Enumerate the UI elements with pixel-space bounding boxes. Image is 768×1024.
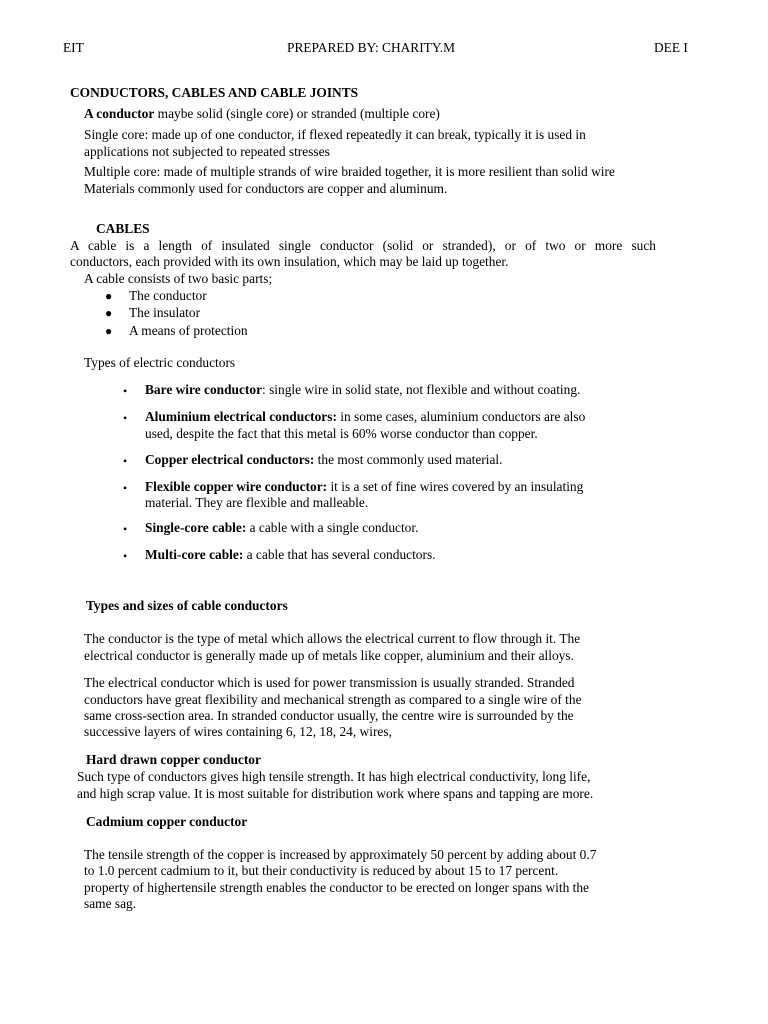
conductor-desc: maybe solid (single core) or stranded (multiple core) (154, 106, 440, 121)
multiple-core-line-1: Multiple core: made of multiple strands of wire braided together, it is more resilient than solid wire (84, 164, 615, 179)
cable-part-item: A means of protection (129, 323, 248, 338)
bullet-icon: • (123, 384, 128, 398)
sizes-p2-line: same cross-section area. In stranded conductor usually, the centre wire is surrounded by the (84, 708, 574, 723)
cable-definition-line-1: A cable is a length of insulated single conductor (solid or stranded), or of two or more such (70, 238, 656, 253)
cadmium-line: same sag. (84, 896, 137, 911)
cadmium-line: to 1.0 percent cadmium to it, but their conductivity is reduced by about 15 to 17 percent. (84, 863, 559, 878)
bullet-icon: • (123, 549, 128, 563)
multiple-core-line-2: Materials commonly used for conductors are copper and aluminum. (84, 181, 448, 196)
sizes-p2-line: conductors have great flexibility and mechanical strength as compared to a single wire of the (84, 692, 582, 707)
type-item-aluminium-cont: used, despite the fact that this metal is 60% worse conductor than copper. (145, 426, 538, 441)
bullet-icon: • (123, 481, 128, 495)
type-item-copper: Copper electrical conductors: the most commonly used material. (145, 452, 503, 467)
hard-drawn-line: Such type of conductors gives high tensile strength. It has high electrical conductivity, long life, (77, 769, 591, 784)
single-core-line-1: Single core: made up of one conductor, if flexed repeatedly it can break, typically it is used in (84, 127, 586, 142)
header-center: PREPARED BY: CHARITY.M (287, 40, 456, 55)
cadmium-heading: Cadmium copper conductor (86, 814, 248, 829)
cables-heading: CABLES (96, 221, 150, 236)
sizes-p1-line: The conductor is the type of metal which allows the electrical current to flow through it. The (84, 631, 581, 646)
sizes-p2-line: The electrical conductor which is used for power transmission is usually stranded. Stranded (84, 675, 575, 690)
header-left: EIT (63, 40, 84, 55)
hard-drawn-line: and high scrap value. It is most suitable for distribution work where spans and tapping are more. (77, 786, 594, 801)
cadmium-line: property of highertensile strength enables the conductor to be erected on longer spans with the (84, 880, 589, 895)
sizes-p1-line: electrical conductor is generally made up of metals like copper, aluminium and their alloys. (84, 648, 574, 663)
bullet-icon: ● (105, 306, 113, 320)
bullet-icon: ● (105, 289, 113, 303)
bullet-icon: • (123, 411, 128, 425)
type-item-single-core: Single-core cable: a cable with a single conductor. (145, 520, 419, 535)
sizes-heading: Types and sizes of cable conductors (86, 598, 288, 613)
cable-part-item: The insulator (129, 305, 201, 320)
single-core-line-2: applications not subjected to repeated stresses (84, 144, 330, 159)
conductor-term: A conductor (84, 106, 155, 121)
cable-part-item: The conductor (129, 288, 207, 303)
page-title: CONDUCTORS, CABLES AND CABLE JOINTS (70, 85, 359, 100)
type-item-flexible: Flexible copper wire conductor: it is a set of fine wires covered by an insulating (145, 479, 584, 494)
bullet-icon: • (123, 522, 128, 536)
cadmium-line: The tensile strength of the copper is increased by approximately 50 percent by adding about 0.7 (84, 847, 597, 862)
type-item-aluminium: Aluminium electrical conductors: in some cases, aluminium conductors are also (145, 409, 586, 424)
bullet-icon: • (123, 454, 128, 468)
types-intro: Types of electric conductors (84, 355, 236, 370)
header-right: DEE I (654, 40, 688, 55)
type-item-flexible-cont: material. They are flexible and malleable. (145, 495, 369, 510)
cable-parts-intro: A cable consists of two basic parts; (84, 271, 273, 286)
sizes-p2-line: successive layers of wires containing 6, 12, 18, 24, wires, (84, 724, 392, 739)
bullet-icon: ● (105, 324, 113, 338)
conductor-intro (84, 106, 440, 123)
type-item-multi-core: Multi-core cable: a cable that has several conductors. (145, 547, 436, 562)
cable-definition-line-2: conductors, each provided with its own insulation, which may be laid up together. (70, 254, 509, 269)
hard-drawn-heading: Hard drawn copper conductor (86, 752, 261, 767)
type-item-bare-wire: Bare wire conductor: single wire in solid state, not flexible and without coating. (145, 382, 581, 397)
